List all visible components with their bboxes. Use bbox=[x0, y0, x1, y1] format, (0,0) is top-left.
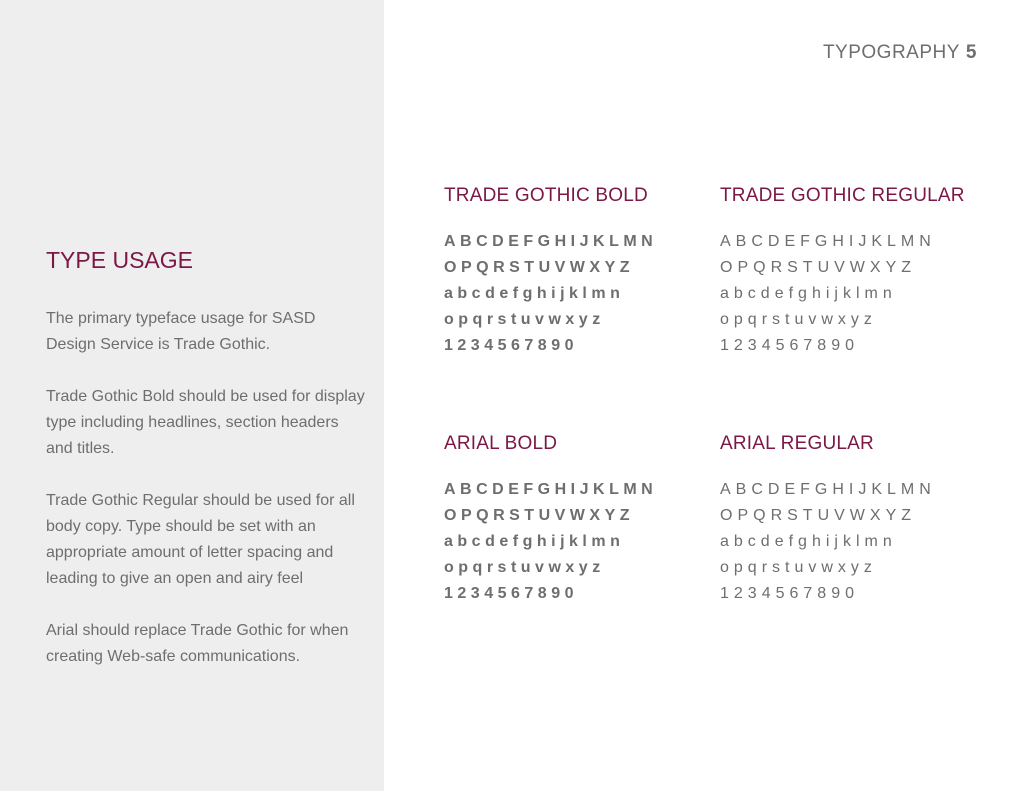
specimen-line: opqrstuvwxyz bbox=[720, 311, 877, 328]
specimen-line: 1234567890 bbox=[444, 337, 578, 354]
specimen-line: 1234567890 bbox=[720, 585, 859, 602]
specimen-line: abcdefghijklmn bbox=[720, 533, 897, 550]
page-header bbox=[823, 42, 977, 64]
usage-paragraph: Trade Gothic Bold should be used for display type including headlines, section headers and titles. bbox=[46, 388, 365, 457]
font-specimen-arial-regular bbox=[720, 433, 1010, 607]
usage-paragraph: The primary typeface usage for SASD Design Service is Trade Gothic. bbox=[46, 310, 316, 353]
specimen-line: OPQRSTUVWXYZ bbox=[444, 507, 635, 524]
specimen-line: opqrstuvwxyz bbox=[444, 559, 605, 576]
font-title: TRADE GOTHIC REGULAR bbox=[720, 185, 965, 206]
font-title: ARIAL REGULAR bbox=[720, 433, 874, 454]
font-title: TRADE GOTHIC BOLD bbox=[444, 185, 648, 206]
specimen-line: abcdefghijklmn bbox=[444, 533, 625, 550]
specimen-line: OPQRSTUVWXYZ bbox=[720, 259, 917, 276]
specimen-line: ABCDEFGHIJKLMN bbox=[444, 233, 658, 250]
type-usage-body bbox=[46, 306, 366, 696]
specimen-line: ABCDEFGHIJKLMN bbox=[444, 481, 658, 498]
font-specimen-arial-bold bbox=[444, 433, 734, 607]
font-specimen-trade-gothic-bold bbox=[444, 185, 734, 359]
specimen-line: abcdefghijklmn bbox=[720, 285, 897, 302]
specimen-line: ABCDEFGHIJKLMN bbox=[720, 481, 936, 498]
specimen-line: opqrstuvwxyz bbox=[720, 559, 877, 576]
specimen-line: opqrstuvwxyz bbox=[444, 311, 605, 328]
page-number: 5 bbox=[965, 42, 977, 63]
type-usage-title: TYPE USAGE bbox=[46, 247, 193, 273]
usage-paragraph: Trade Gothic Regular should be used for all body copy. Type should be set with an appropriate amount of letter spacing and leading to give an open and airy feel bbox=[46, 492, 355, 587]
section-label: TYPOGRAPHY bbox=[822, 42, 960, 63]
usage-paragraph: Arial should replace Trade Gothic for when creating Web-safe communications. bbox=[46, 622, 349, 665]
specimen-line: abcdefghijklmn bbox=[444, 285, 625, 302]
font-specimen-trade-gothic-regular bbox=[720, 185, 1010, 359]
specimen-line: 1234567890 bbox=[444, 585, 578, 602]
specimen-line: ABCDEFGHIJKLMN bbox=[720, 233, 936, 250]
font-title: ARIAL BOLD bbox=[444, 433, 558, 454]
specimen-line: OPQRSTUVWXYZ bbox=[444, 259, 635, 276]
specimen-line: OPQRSTUVWXYZ bbox=[720, 507, 917, 524]
specimen-line: 1234567890 bbox=[720, 337, 859, 354]
